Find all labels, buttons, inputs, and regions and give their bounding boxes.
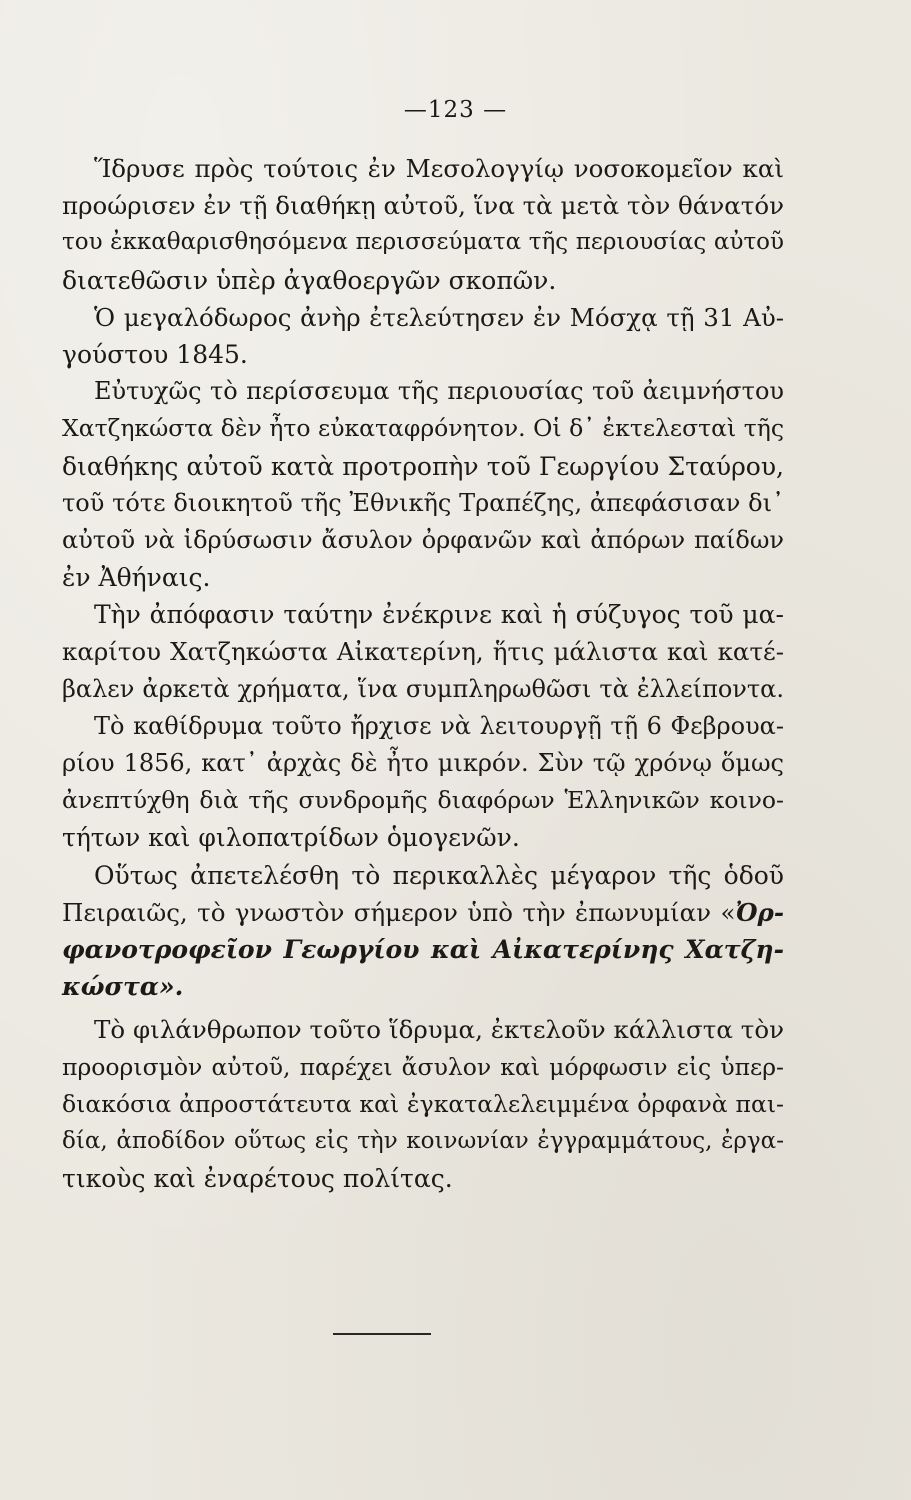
text-line: διατεθῶσιν ὑπὲρ ἀγαθοεργῶν σκοπῶν. <box>62 265 557 295</box>
text-line: του ἐκκαθαρισθησόμενα περισσεύματα τῆς περιουσίας αὐτοῦ <box>62 229 784 256</box>
text-line: ἐν Ἀθήναις. <box>62 563 211 593</box>
text-line: Οὕτως ἀπετελέσθη τὸ περικαλλὲς μέγαρον τῆς ὁδοῦ <box>94 860 784 890</box>
text-line: δία, ἀποδίδον οὕτως εἰς τὴν κοινωνίαν ἐγγραμμάτους, ἐργα- <box>62 1127 784 1154</box>
text-line: τικοὺς καὶ ἐναρέτους πολίτας. <box>62 1164 453 1194</box>
text-line: Ἵδρυσε πρὸς τούτοις ἐν Μεσολογγίῳ νοσοκομεῖον καὶ <box>94 154 784 183</box>
body-text <box>62 150 784 1197</box>
text-line: τοῦ τότε διοικητοῦ τῆς Ἐθνικῆς Τραπέζης, ἀπεφάσισαν δι᾽ <box>62 488 784 517</box>
text-line: διακόσια ἀπροστάτευτα καὶ ἐγκαταλελειμμένα ὀρφανὰ παι- <box>62 1089 784 1118</box>
text-line: τήτων καὶ φιλοπατρίδων ὁμογενῶν. <box>62 823 520 853</box>
emphasis-text: Ὀρ- <box>735 897 784 927</box>
text-line: κώστα». <box>62 972 184 1002</box>
text-line: αὐτοῦ νὰ ἱδρύσωσιν ἄσυλον ὀρφανῶν καὶ ἀπόρων παίδων <box>62 525 784 554</box>
text-line: βαλεν ἀρκετὰ χρήματα, ἵνα συμπληρωθῶσι τὰ ἐλλείποντα. <box>62 674 784 703</box>
text-line: Χατζηκώστα δὲν ἦτο εὐκαταφρόνητον. Οἱ δ᾽ ἐκτελεσταὶ τῆς <box>62 414 784 443</box>
text-line: Εὐτυχῶς τὸ περίσσευμα τῆς περιουσίας τοῦ ἀειμνήστου <box>94 377 784 406</box>
text-line: καρίτου Χατζηκώστα Αἰκατερίνη, ἥτις μάλιστα καὶ κατέ- <box>62 637 784 667</box>
text-line: ρίου 1856, κατ᾽ ἀρχὰς δὲ ἦτο μικρόν. Σὺν τῷ χρόνῳ ὅμως <box>62 749 784 777</box>
text-line: Τὴν ἀπόφασιν ταύτην ἐνέκρινε καὶ ἡ σύζυγος τοῦ μα- <box>94 600 784 630</box>
text-line: Τὸ φιλάνθρωπον τοῦτο ἵδρυμα, ἐκτελοῦν κάλλιστα τὸν <box>94 1015 784 1045</box>
text-line: Ὁ μεγαλόδωρος ἀνὴρ ἐτελεύτησεν ἐν Μόσχᾳ τῇ 31 Αὐ- <box>94 302 784 332</box>
text-line: φανοτροφεῖον Γεωργίου καὶ Αἰκατερίνης Χατζη- <box>62 934 784 964</box>
text-line: προώρισεν ἐν τῇ διαθήκῃ αὐτοῦ, ἵνα τὰ μετὰ τὸν θάνατόν <box>62 191 784 221</box>
page-number: —123 — <box>403 97 508 123</box>
text-line: Πειραιῶς, τὸ γνωστὸν σήμερον ὑπὸ τὴν ἐπωνυμίαν «Ὀρ- <box>62 897 784 927</box>
text-line: γούστου 1845. <box>62 339 248 369</box>
text-line: Τὸ καθίδρυμα τοῦτο ἤρχισε νὰ λειτουργῇ τῇ 6 Φεβρουα- <box>94 711 784 740</box>
end-rule <box>333 1333 431 1335</box>
text-line: προορισμὸν αὐτοῦ, παρέχει ἄσυλον καὶ μόρφωσιν εἰς ὑπερ- <box>62 1052 784 1081</box>
text-line: διαθήκης αὐτοῦ κατὰ προτροπὴν τοῦ Γεωργίου Σταύρου, <box>62 451 784 481</box>
text-line: ἀνεπτύχθη διὰ τῆς συνδρομῆς διαφόρων Ἑλληνικῶν κοινο- <box>62 786 784 815</box>
